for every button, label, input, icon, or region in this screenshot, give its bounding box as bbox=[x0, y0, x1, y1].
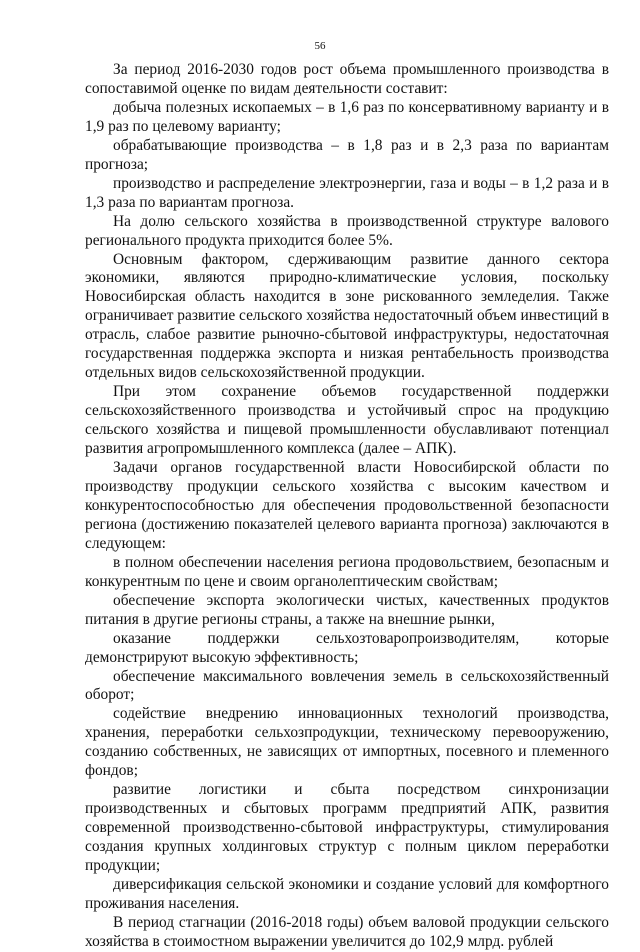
paragraph-manufacturing: обрабатывающие производства – в 1,8 раз и в 2,3 раза по вариантам прогноза; bbox=[85, 136, 609, 173]
paragraph-stagnation-period: В период стагнации (2016-2018 годы) объем валовой продукции сельского хозяйства в стоимостном выражении увеличится до 102,9 млрд. рублей bbox=[85, 913, 609, 950]
list-item-food-supply: в полном обеспечении населения региона продовольствием, безопасным и конкурентным по цене и своим органолептическим свойствам; bbox=[85, 553, 609, 590]
paragraph-main-factor: Основным фактором, сдерживающим развитие данного сектора экономики, являются природно-климатические условия, поскольку Новосибирская область находится в зоне рискованного земледелия. Также ограничивает развитие сельского хозяйства недостаточный объем инвестиций в отрасль, слабое развитие рыночно-сбытовой инфраструктуры, недостаточная государственная поддержка экспорта и низкая рентабельность производства отдельных видов сельскохозяйственной продукции. bbox=[85, 250, 609, 382]
page-number: 56 bbox=[314, 40, 326, 52]
list-item-logistics: развитие логистики и сбыта посредством синхронизации производственных и сбытовых программ предприятий АПК, развития современной производственно-сбытовой инфраструктуры, стимулирования создания крупных холдинговых структур с полным циклом переработки продукции; bbox=[85, 781, 609, 875]
paragraph-industry-growth-intro: За период 2016-2030 годов рост объема промышленного производства в сопоставимой оценке по видам деятельности составит: bbox=[85, 61, 609, 97]
paragraph-state-support: При этом сохранение объемов государственной поддержки сельскохозяйственного производства и устойчивый спрос на продукцию сельского хозяйства и пищевой промышленности обуславливают потенциал развития агропромышленного комплекса (далее – АПК). bbox=[85, 383, 609, 458]
list-item-innovation: содействие внедрению инновационных технологий производства, хранения, переработки сельхозпродукции, техническому перевооружению, созданию собственных, не зависящих от импортных, посевного и племенного фондов; bbox=[85, 705, 609, 780]
list-item-export: обеспечение экспорта экологически чистых, качественных продуктов питания в другие регионы страны, а также на внешние рынки, bbox=[85, 591, 609, 628]
paragraph-mining: добыча полезных ископаемых – в 1,6 раз по консервативному варианту и в 1,9 раз по целевому варианту; bbox=[85, 98, 609, 135]
list-item-diversification: диверсификация сельской экономики и создание условий для комфортного проживания населения. bbox=[85, 875, 609, 912]
list-item-land-use: обеспечение максимального вовлечения земель в сельскохозяйственный оборот; bbox=[85, 667, 609, 704]
paragraph-energy: производство и распределение электроэнергии, газа и воды – в 1,2 раза и в 1,3 раза по вариантам прогноза. bbox=[85, 174, 609, 211]
paragraph-government-tasks: Задачи органов государственной власти Новосибирской области по производству продукции сельского хозяйства с высоким качеством и конкурентоспособностью для обеспечения продовольственной безопасности региона (достижению показателей целевого варианта прогноза) заключаются в следующем: bbox=[85, 459, 609, 552]
document-body bbox=[85, 61, 609, 952]
list-item-producer-support: оказание поддержки сельхозтоваропроизводителям, которые демонстрируют высокую эффективность; bbox=[85, 629, 609, 666]
paragraph-agriculture-share: На долю сельского хозяйства в производственной структуре валового регионального продукта приходится более 5%. bbox=[85, 212, 609, 249]
